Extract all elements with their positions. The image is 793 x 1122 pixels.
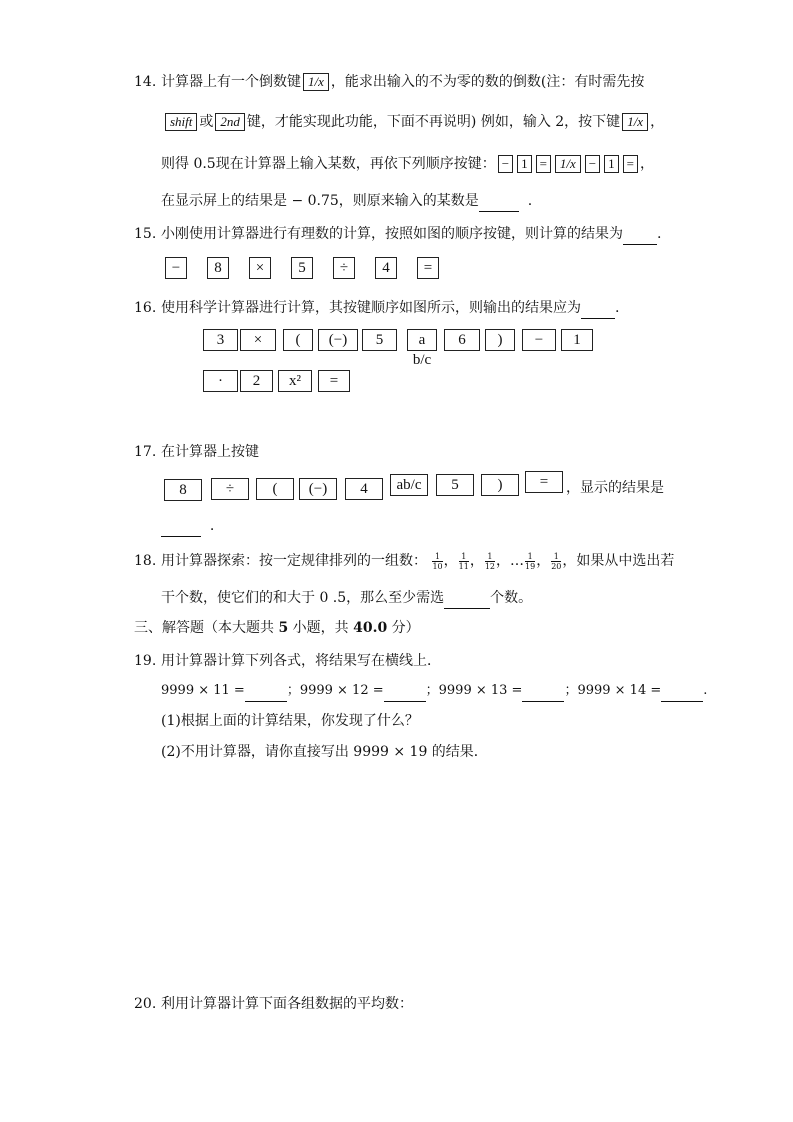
calc-key-0: 8 (164, 479, 202, 501)
second-key: 2nd (215, 113, 245, 131)
q17-text: 在计算器上按键 (161, 444, 259, 460)
calc-key-7: ) (481, 474, 519, 496)
shift-key: shift (165, 113, 197, 131)
calc-key-6: 5 (436, 474, 474, 496)
q15-text: 小刚使用计算器进行有理数的计算，按照如图的顺序按键，则计算的结果为 (161, 226, 623, 242)
minus-key: − (498, 155, 513, 173)
equals-key: = (536, 155, 551, 173)
calc-key-1: ÷ (211, 478, 249, 500)
q18-text: 用计算器探索：按一定规律排列的一组数： (161, 553, 427, 569)
calc-key-3: 5 (291, 257, 313, 279)
calc-key-0: − (165, 257, 187, 279)
question-number: 14. (134, 74, 157, 90)
recip-key: 1/x (303, 73, 329, 91)
calc-key-2: x² (278, 370, 312, 392)
answer-blank[interactable] (444, 594, 490, 609)
q19-text: 用计算器计算下列各式，将结果写在横线上． (161, 653, 441, 669)
answer-blank[interactable] (479, 197, 519, 212)
answer-blank[interactable] (661, 687, 703, 702)
calc-key-2: × (249, 257, 271, 279)
fraction: $\frac{1}{12}$ (484, 551, 496, 571)
one-key: 1 (604, 155, 619, 173)
q14-text: ， (650, 114, 665, 130)
calc-key-4: 4 (345, 478, 383, 500)
q14-text: 键，才能实现此功能，下面不再说明) 例如，输入 2，按下键 (246, 114, 621, 130)
recip-key: 1/x (555, 155, 581, 173)
q17-end: . (209, 518, 215, 534)
question-number: 20. (134, 996, 157, 1012)
calc-key-8: = (525, 471, 563, 493)
q14-text: ， (639, 156, 654, 172)
calc-key-4: ÷ (333, 257, 355, 279)
q14-end: . (527, 193, 533, 209)
q15-end: . (657, 226, 662, 242)
calc-key-3: (−) (299, 478, 337, 500)
question-number: 16. (134, 300, 157, 316)
calc-key-9: 1 (561, 329, 593, 351)
q14-text: ，能求出输入的不为零的数的倒数(注：有时需先按 (330, 74, 645, 90)
answer-blank[interactable] (522, 687, 564, 702)
q20-text: 利用计算器计算下面各组数据的平均数： (161, 996, 413, 1012)
total-score: 40.0 (353, 620, 388, 636)
question-number: 15. (134, 226, 157, 242)
question-number: 17. (134, 444, 157, 460)
fraction: $\frac{1}{20}$ (551, 551, 562, 571)
answer-blank[interactable] (623, 230, 657, 245)
q14-text: 则得 0.5现在计算器上输入某数，再依下列顺序按键： (161, 156, 496, 172)
q18-text: 个数。 (490, 590, 533, 606)
calc-key-0: 3 (203, 329, 238, 351)
fraction: $\frac{1}{11}$ (458, 551, 469, 571)
calc-key-2: ( (283, 329, 313, 351)
answer-blank[interactable] (384, 687, 426, 702)
calc-key-5: ab/c (390, 474, 428, 496)
calc-key-6: 6 (444, 329, 480, 351)
question-number: 18. (134, 553, 157, 569)
q14-text: 在显示屏上的结果是 − 0.75，则原来输入的某数是 (161, 193, 479, 209)
answer-blank[interactable] (161, 522, 201, 537)
calc-key-0: · (203, 370, 238, 392)
q18-text: ，如果从中选出若 (562, 553, 675, 569)
q16-text: 使用科学计算器进行计算，其按键顺序如图所示，则输出的结果应为 (161, 300, 581, 316)
one-key: 1 (517, 155, 532, 173)
calc-key-1: × (240, 329, 276, 351)
calc-key-4: 5 (362, 329, 397, 351)
calc-key-3: = (318, 370, 350, 392)
calc-key-2: ( (256, 478, 294, 500)
calc-key-8: − (522, 329, 556, 351)
answer-blank[interactable] (245, 687, 287, 702)
calc-key-6: = (417, 257, 439, 279)
q14-text: 计算器上有一个倒数键 (161, 74, 301, 90)
calc-key-1: 2 (240, 370, 273, 392)
recip-key: 1/x (622, 113, 648, 131)
equals-key: = (623, 155, 638, 173)
q14-text: 或 (199, 114, 214, 130)
fraction: $\frac{1}{19}$ (525, 551, 536, 571)
calc-key-5: a b/c (407, 329, 437, 351)
q18-text: 干个数，使它们的和大于 0 .5，那么至少需选 (161, 590, 445, 606)
fraction: $\frac{1}{10}$ (432, 551, 443, 571)
calc-key-5: 4 (375, 257, 397, 279)
q19-sub1: (1)根据上面的计算结果，你发现了什么？ (161, 713, 419, 729)
question-number: 19. (134, 653, 157, 669)
calc-key-1: 8 (207, 257, 229, 279)
calc-key-3: (−) (318, 329, 358, 351)
q16-end: . (615, 300, 620, 316)
question-count: 5 (278, 620, 289, 636)
q17-after: ，显示的结果是 (566, 480, 664, 496)
minus-key: − (585, 155, 600, 173)
answer-blank[interactable] (581, 304, 615, 319)
calc-key-7: ) (485, 329, 515, 351)
q19-sub2: (2)不用计算器，请你直接写出 9999 × 19 的结果． (161, 744, 488, 760)
